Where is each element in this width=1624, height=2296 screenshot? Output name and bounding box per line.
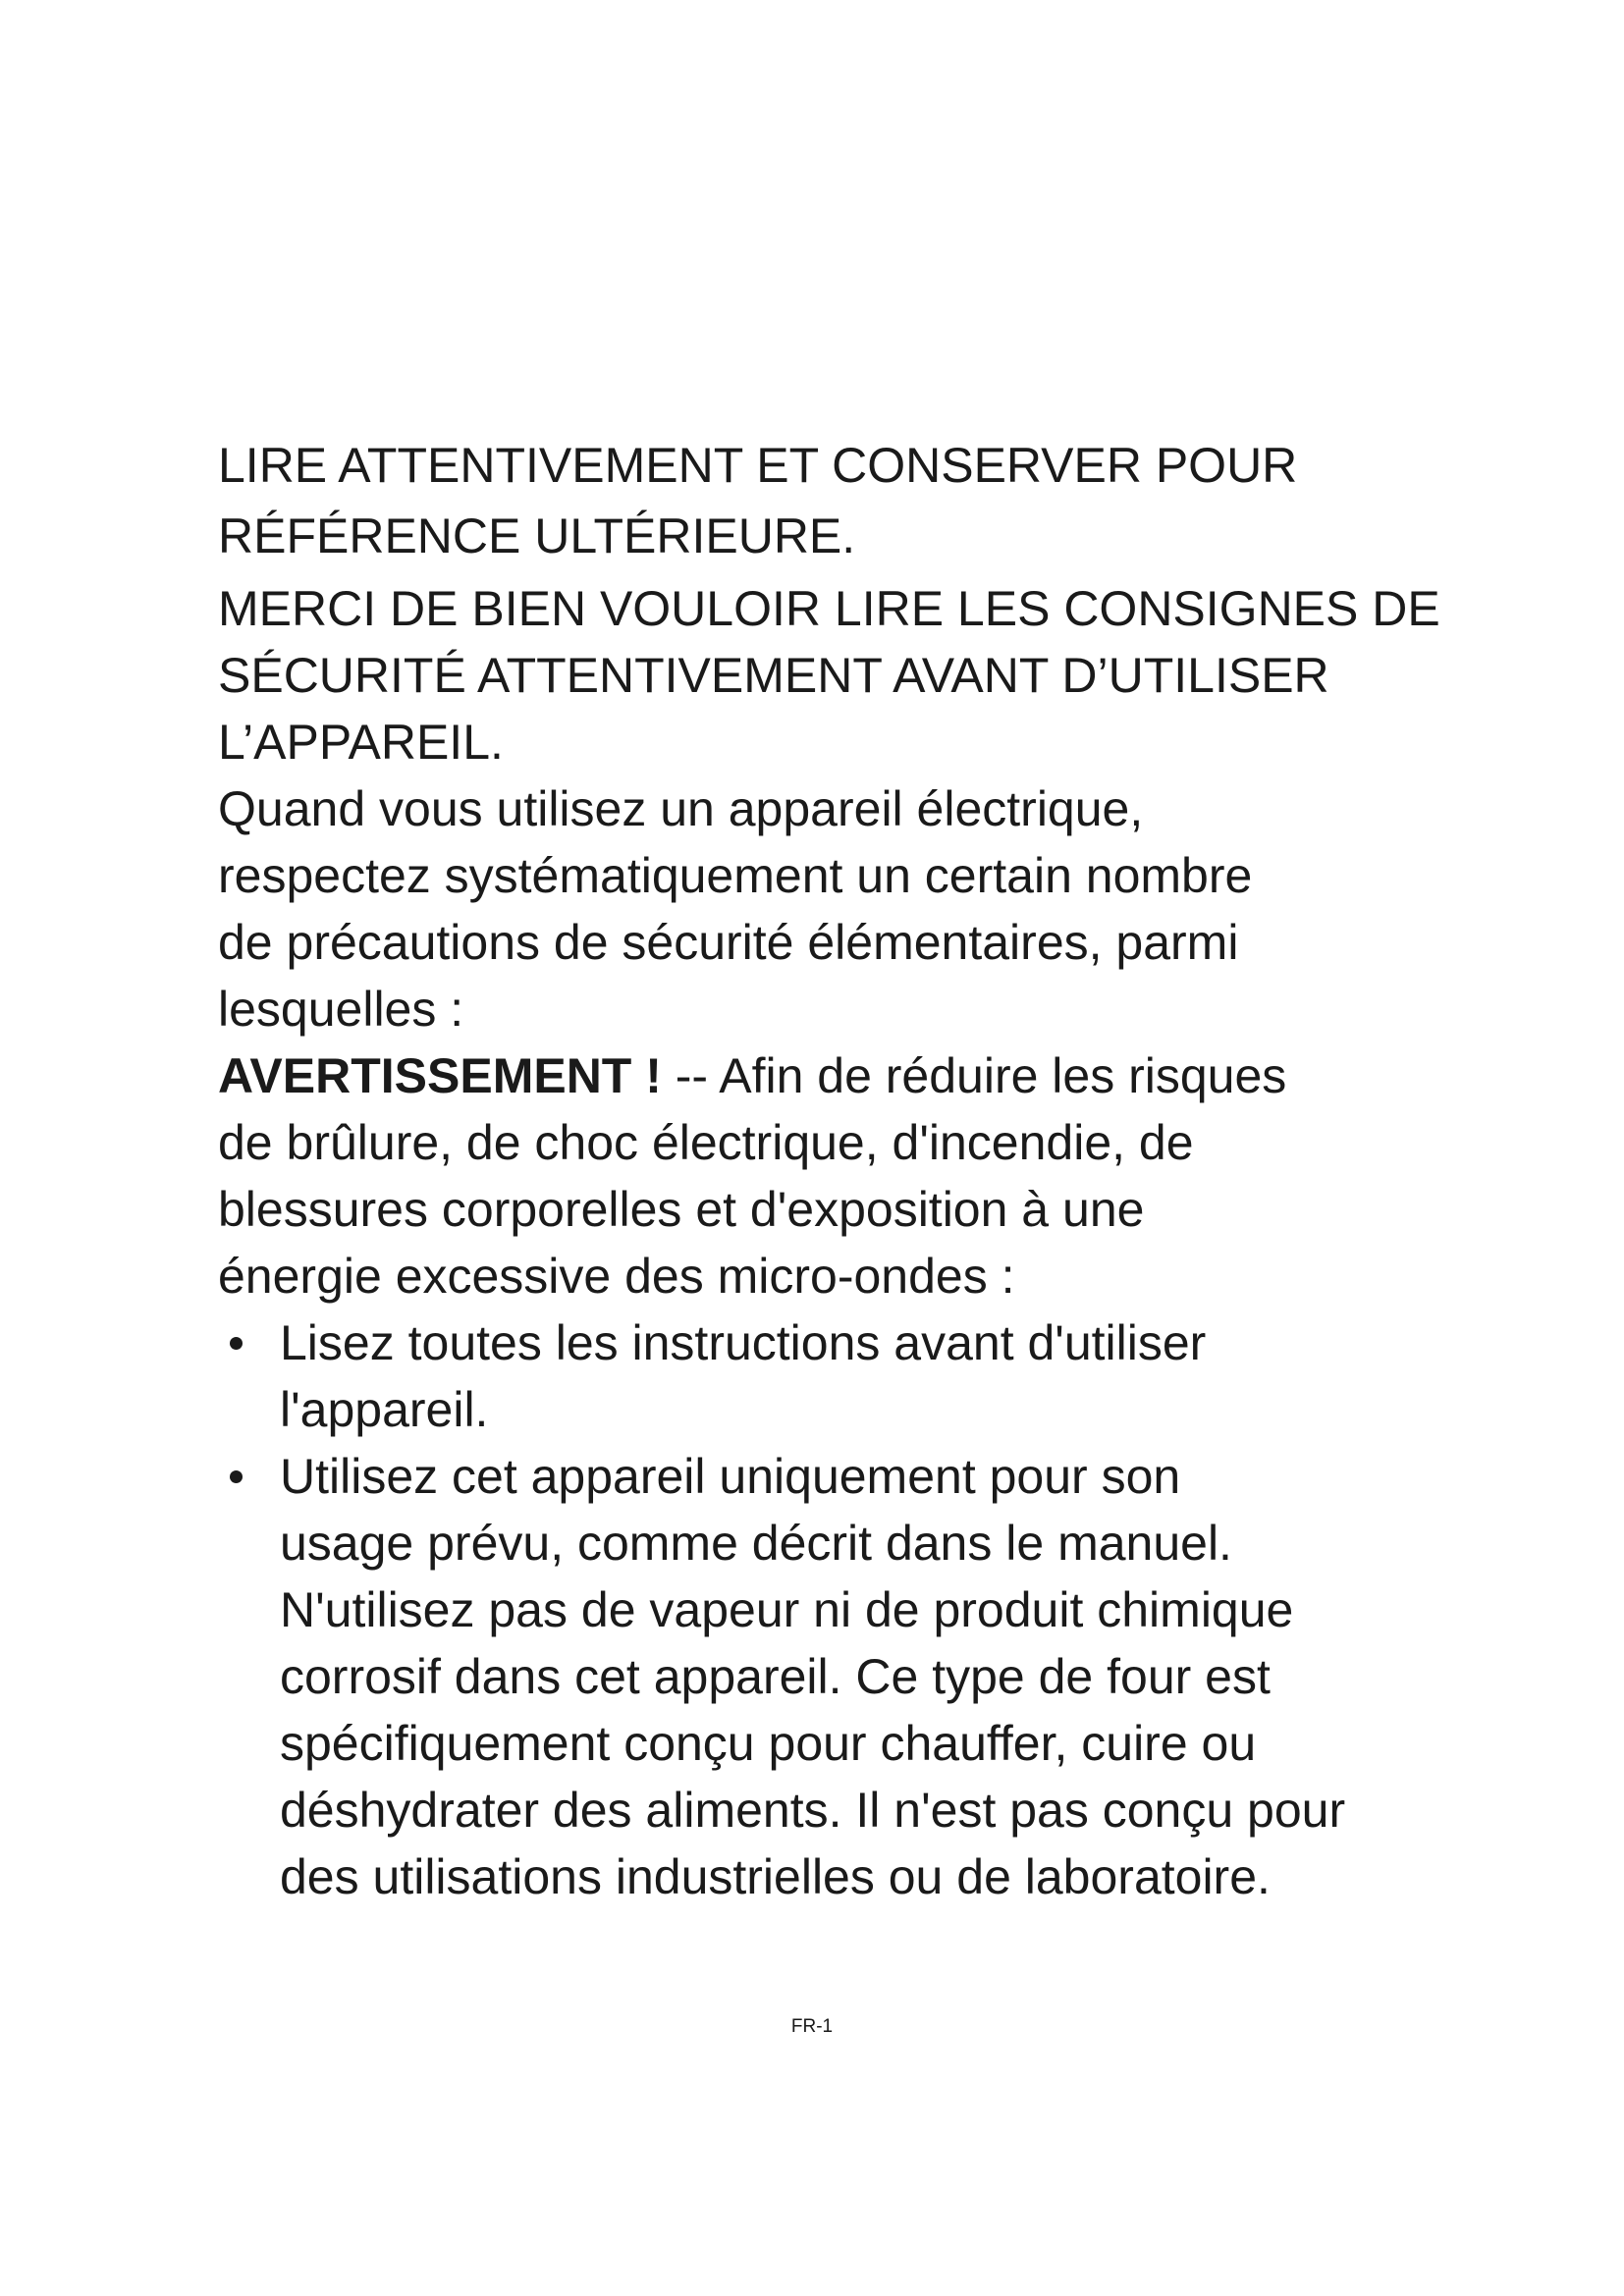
document-body <box>218 432 1440 1910</box>
document-title <box>218 432 1426 569</box>
safety-notice-line: SÉCURITÉ ATTENTIVEMENT AVANT D’UTILISER <box>218 648 1329 703</box>
bullet-line: déshydrater des aliments. Il n'est pas conçu pour <box>280 1783 1346 1838</box>
warning-first-line <box>218 1042 1426 1109</box>
intro-line: respectez systématiquement un certain nombre <box>218 848 1253 903</box>
safety-notice <box>218 575 1440 775</box>
intro-line: Quand vous utilisez un appareil électrique, <box>218 781 1144 836</box>
warning-paragraph <box>218 1042 1426 1309</box>
warning-line: énergie excessive des micro-ondes : <box>218 1249 1015 1304</box>
list-item <box>218 1443 1426 1910</box>
page-number: FR-1 <box>790 2016 834 2037</box>
title-line: RÉFÉRENCE ULTÉRIEURE. <box>218 508 856 563</box>
bullet-line: Lisez toutes les instructions avant d'utiliser <box>280 1315 1207 1370</box>
warning-label: AVERTISSEMENT ! <box>218 1048 662 1103</box>
safety-bullet-list <box>218 1309 1426 1910</box>
safety-notice-line: L’APPAREIL. <box>218 715 504 770</box>
bullet-icon <box>230 1337 243 1350</box>
title-line: LIRE ATTENTIVEMENT ET CONSERVER POUR <box>218 438 1298 493</box>
bullet-line: l'appareil. <box>280 1382 489 1437</box>
bullet-line: corrosif dans cet appareil. Ce type de four est <box>280 1649 1271 1704</box>
warning-line: blessures corporelles et d'exposition à une <box>218 1182 1145 1237</box>
bullet-line: N'utilisez pas de vapeur ni de produit chimique <box>280 1582 1294 1637</box>
warning-line: de brûlure, de choc électrique, d'incendie, de <box>218 1115 1194 1170</box>
intro-paragraph <box>218 775 1426 1042</box>
safety-notice-line: MERCI DE BIEN VOULOIR LIRE LES CONSIGNES DE <box>218 581 1440 636</box>
intro-line: de précautions de sécurité élémentaires, parmi <box>218 915 1239 970</box>
bullet-line: usage prévu, comme décrit dans le manuel. <box>280 1516 1232 1571</box>
bullet-line: spécifiquement conçu pour chauffer, cuire ou <box>280 1716 1257 1771</box>
list-item <box>218 1309 1426 1443</box>
bullet-line: Utilisez cet appareil uniquement pour son <box>280 1449 1181 1504</box>
bullet-icon <box>230 1470 243 1483</box>
bullet-line: des utilisations industrielles ou de laboratoire. <box>280 1849 1271 1904</box>
intro-line: lesquelles : <box>218 982 464 1037</box>
warning-text: -- Afin de réduire les risques <box>661 1048 1287 1103</box>
